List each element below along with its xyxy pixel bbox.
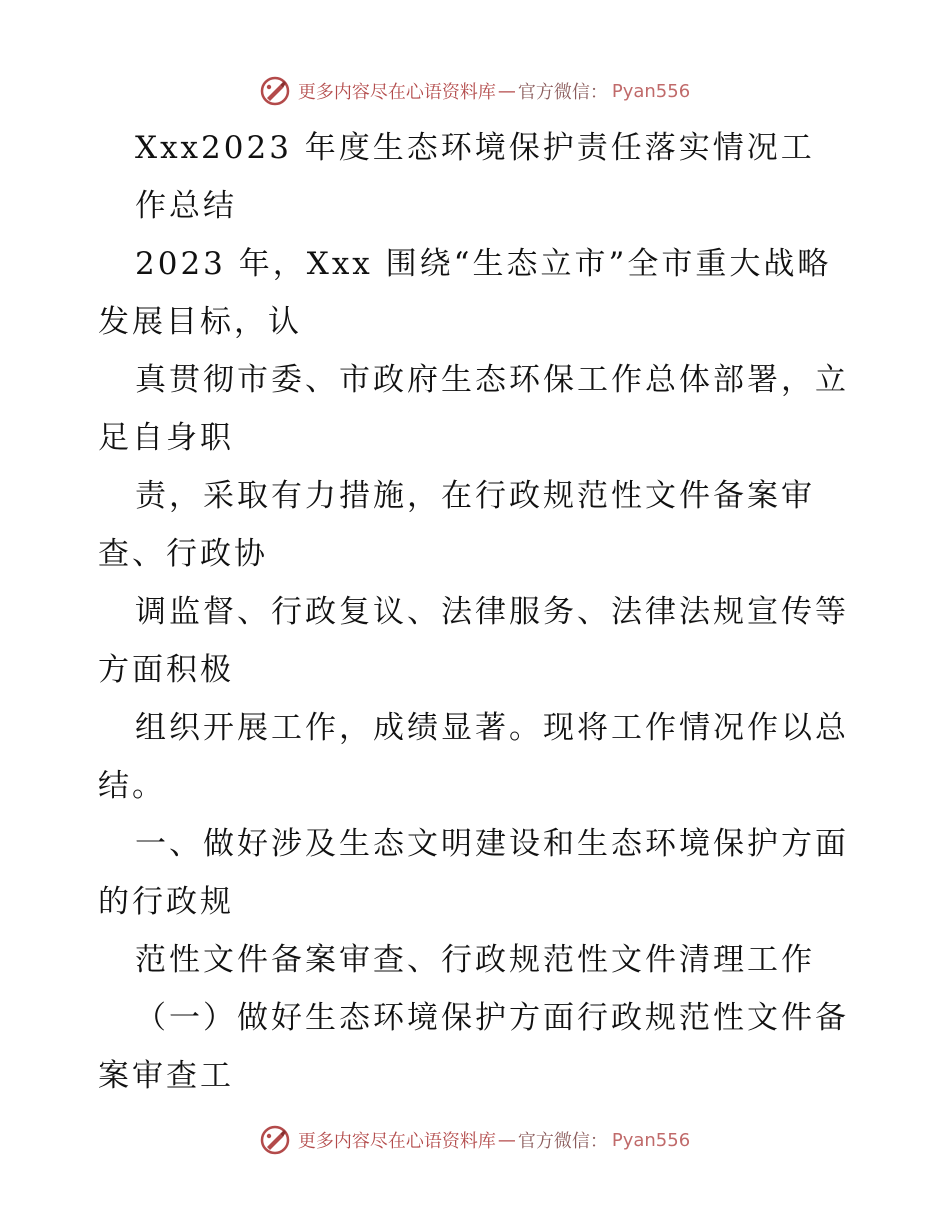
watermark-header bbox=[0, 71, 950, 111]
paragraph-line: 责，采取有力措施，在行政规范性文件备案审 bbox=[135, 478, 815, 514]
paragraph-line: 方面积极 bbox=[98, 652, 234, 688]
paragraph-line: 查、行政协 bbox=[98, 536, 268, 572]
section-heading-line: 范性文件备案审查、行政规范性文件清理工作 bbox=[135, 942, 815, 978]
paragraph-line: 调监督、行政复议、法律服务、法律法规宣传等 bbox=[135, 594, 849, 630]
watermark-account: Pyan556 bbox=[611, 80, 691, 102]
section-heading-line: 的行政规 bbox=[98, 884, 234, 920]
watermark-dash: — bbox=[497, 80, 516, 102]
paragraph-line: 足自身职 bbox=[98, 420, 234, 456]
watermark-dash: — bbox=[497, 1129, 516, 1151]
watermark-site-text: 更多内容尽在心语资料库 bbox=[297, 1131, 496, 1152]
watermark-label: 官方微信： bbox=[517, 1131, 608, 1152]
watermark-footer bbox=[0, 1120, 950, 1160]
quill-pen-logo-icon bbox=[260, 1125, 290, 1155]
paragraph-line: 真贯彻市委、市政府生态环保工作总体部署，立 bbox=[135, 362, 849, 398]
watermark-label: 官方微信： bbox=[517, 82, 608, 103]
document-title-line-2: 作总结 bbox=[135, 188, 237, 224]
paragraph-line: 发展目标，认 bbox=[98, 304, 302, 340]
quill-pen-logo-icon bbox=[260, 76, 290, 106]
section-heading-line: 一、做好涉及生态文明建设和生态环境保护方面 bbox=[135, 826, 849, 862]
watermark-account: Pyan556 bbox=[611, 1129, 691, 1151]
subsection-heading-line: 案审查工 bbox=[98, 1058, 234, 1094]
document-title-line-1: Xxx2023 年度生态环境保护责任落实情况工 bbox=[135, 130, 815, 166]
paragraph-line: 组织开展工作，成绩显著。现将工作情况作以总 bbox=[135, 710, 849, 746]
subsection-heading-line: （一）做好生态环境保护方面行政规范性文件备 bbox=[135, 1000, 849, 1036]
watermark-site-text: 更多内容尽在心语资料库 bbox=[297, 82, 496, 103]
paragraph-line: 2023 年，Xxx 围绕“生态立市”全市重大战略 bbox=[135, 246, 832, 282]
paragraph-line: 结。 bbox=[98, 768, 166, 804]
